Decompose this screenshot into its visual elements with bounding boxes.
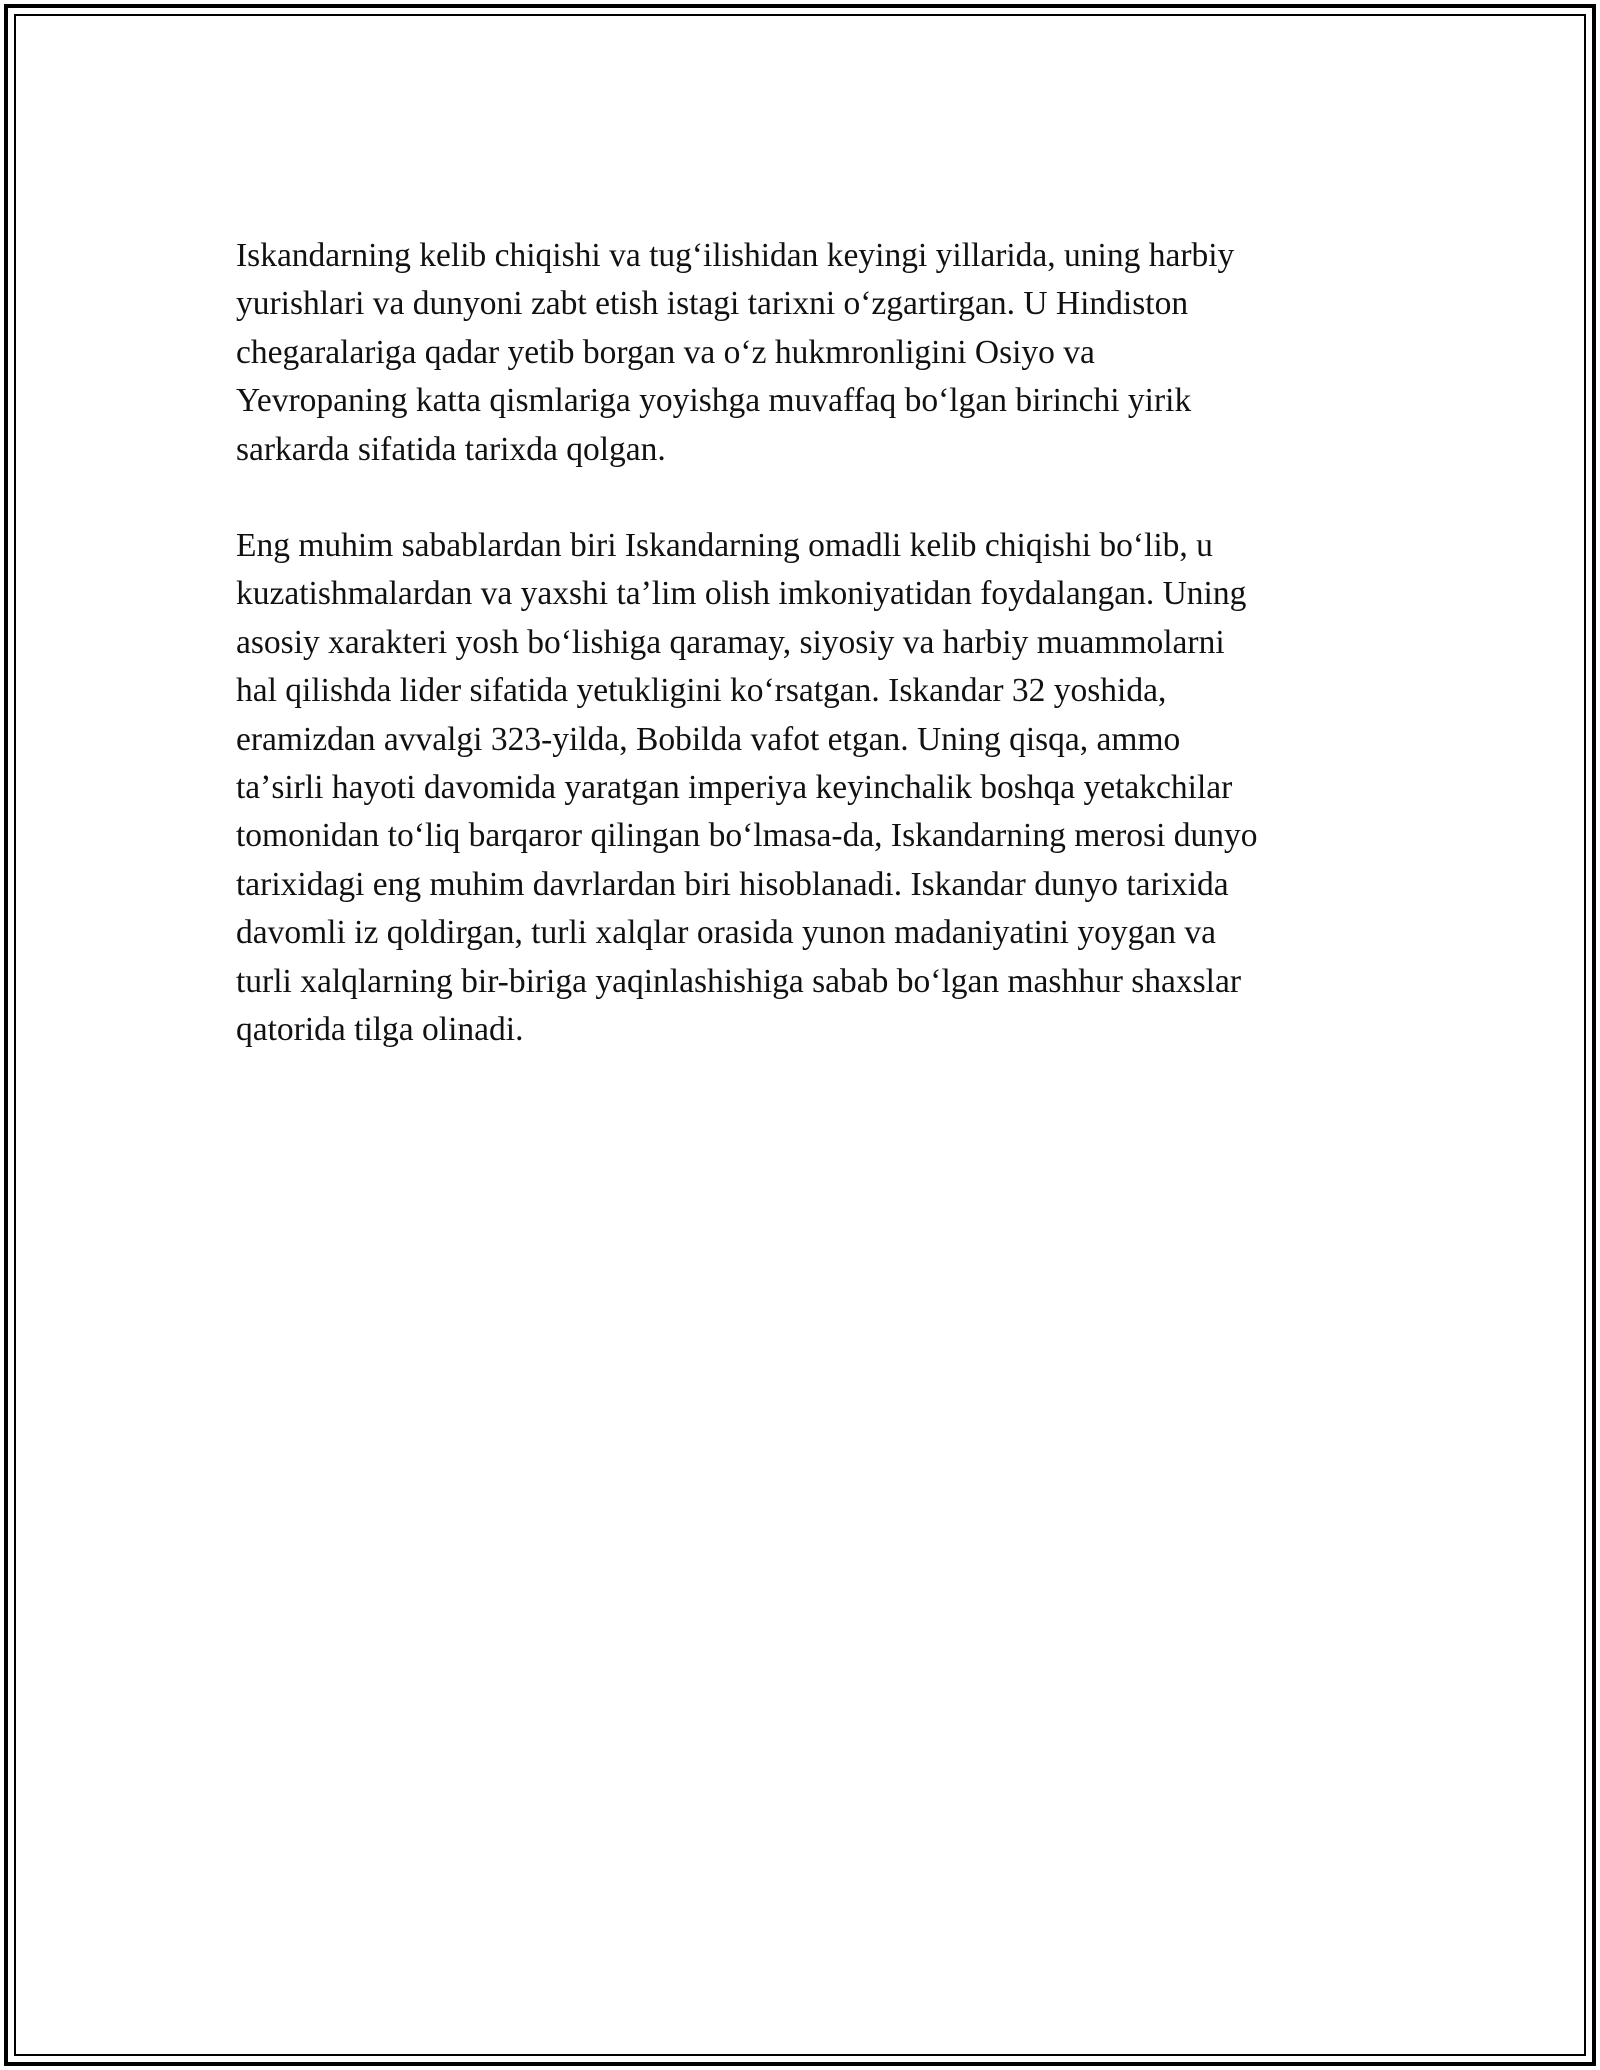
document-body (236, 232, 1376, 1103)
paragraph-1: Iskandarning kelib chiqishi va tugʻilishidan keyingi yillarida, uning harbiy yurishlari va dunyoni zabt etish istagi tarixni oʻzgartirgan. U Hindiston chegaralariga qadar yetib borgan va oʻz hukmronligini Osiyo va Yevropaning katta qismlariga yoyishga muvaffaq boʻlgan birinchi yirik sarkarda sifatida tarixda qolgan. (236, 237, 1235, 468)
paragraph-2: Eng muhim sabablardan biri Iskandarning omadli kelib chiqishi boʻlib, u kuzatishmalardan va yaxshi taʼlim olish imkoniyatidan foydalangan. Uning asosiy xarakteri yosh boʻlishiga qaramay, siyosiy va harbiy muammolarni hal qilishda lider sifatida yetukligini koʻrsatgan. Iskandar 32 yoshida, eramizdan avvalgi 323-yilda, Bobilda vafot etgan. Uning qisqa, ammo taʼsirli hayoti davomida yaratgan imperiya keyinchalik boshqa yetakchilar tomonidan toʻliq barqaror qilingan boʻlmasa-da, Iskandarning merosi dunyo tarixidagi eng muhim davrlardan biri hisoblanadi. Iskandar dunyo tarixida davomli iz qoldirgan, turli xalqlar orasida yunon madaniyatini yoygan va turli xalqlarning bir-biriga yaqinlashishiga sabab boʻlgan mashhur shaxslar qatorida tilga olinadi. (236, 527, 1258, 1049)
